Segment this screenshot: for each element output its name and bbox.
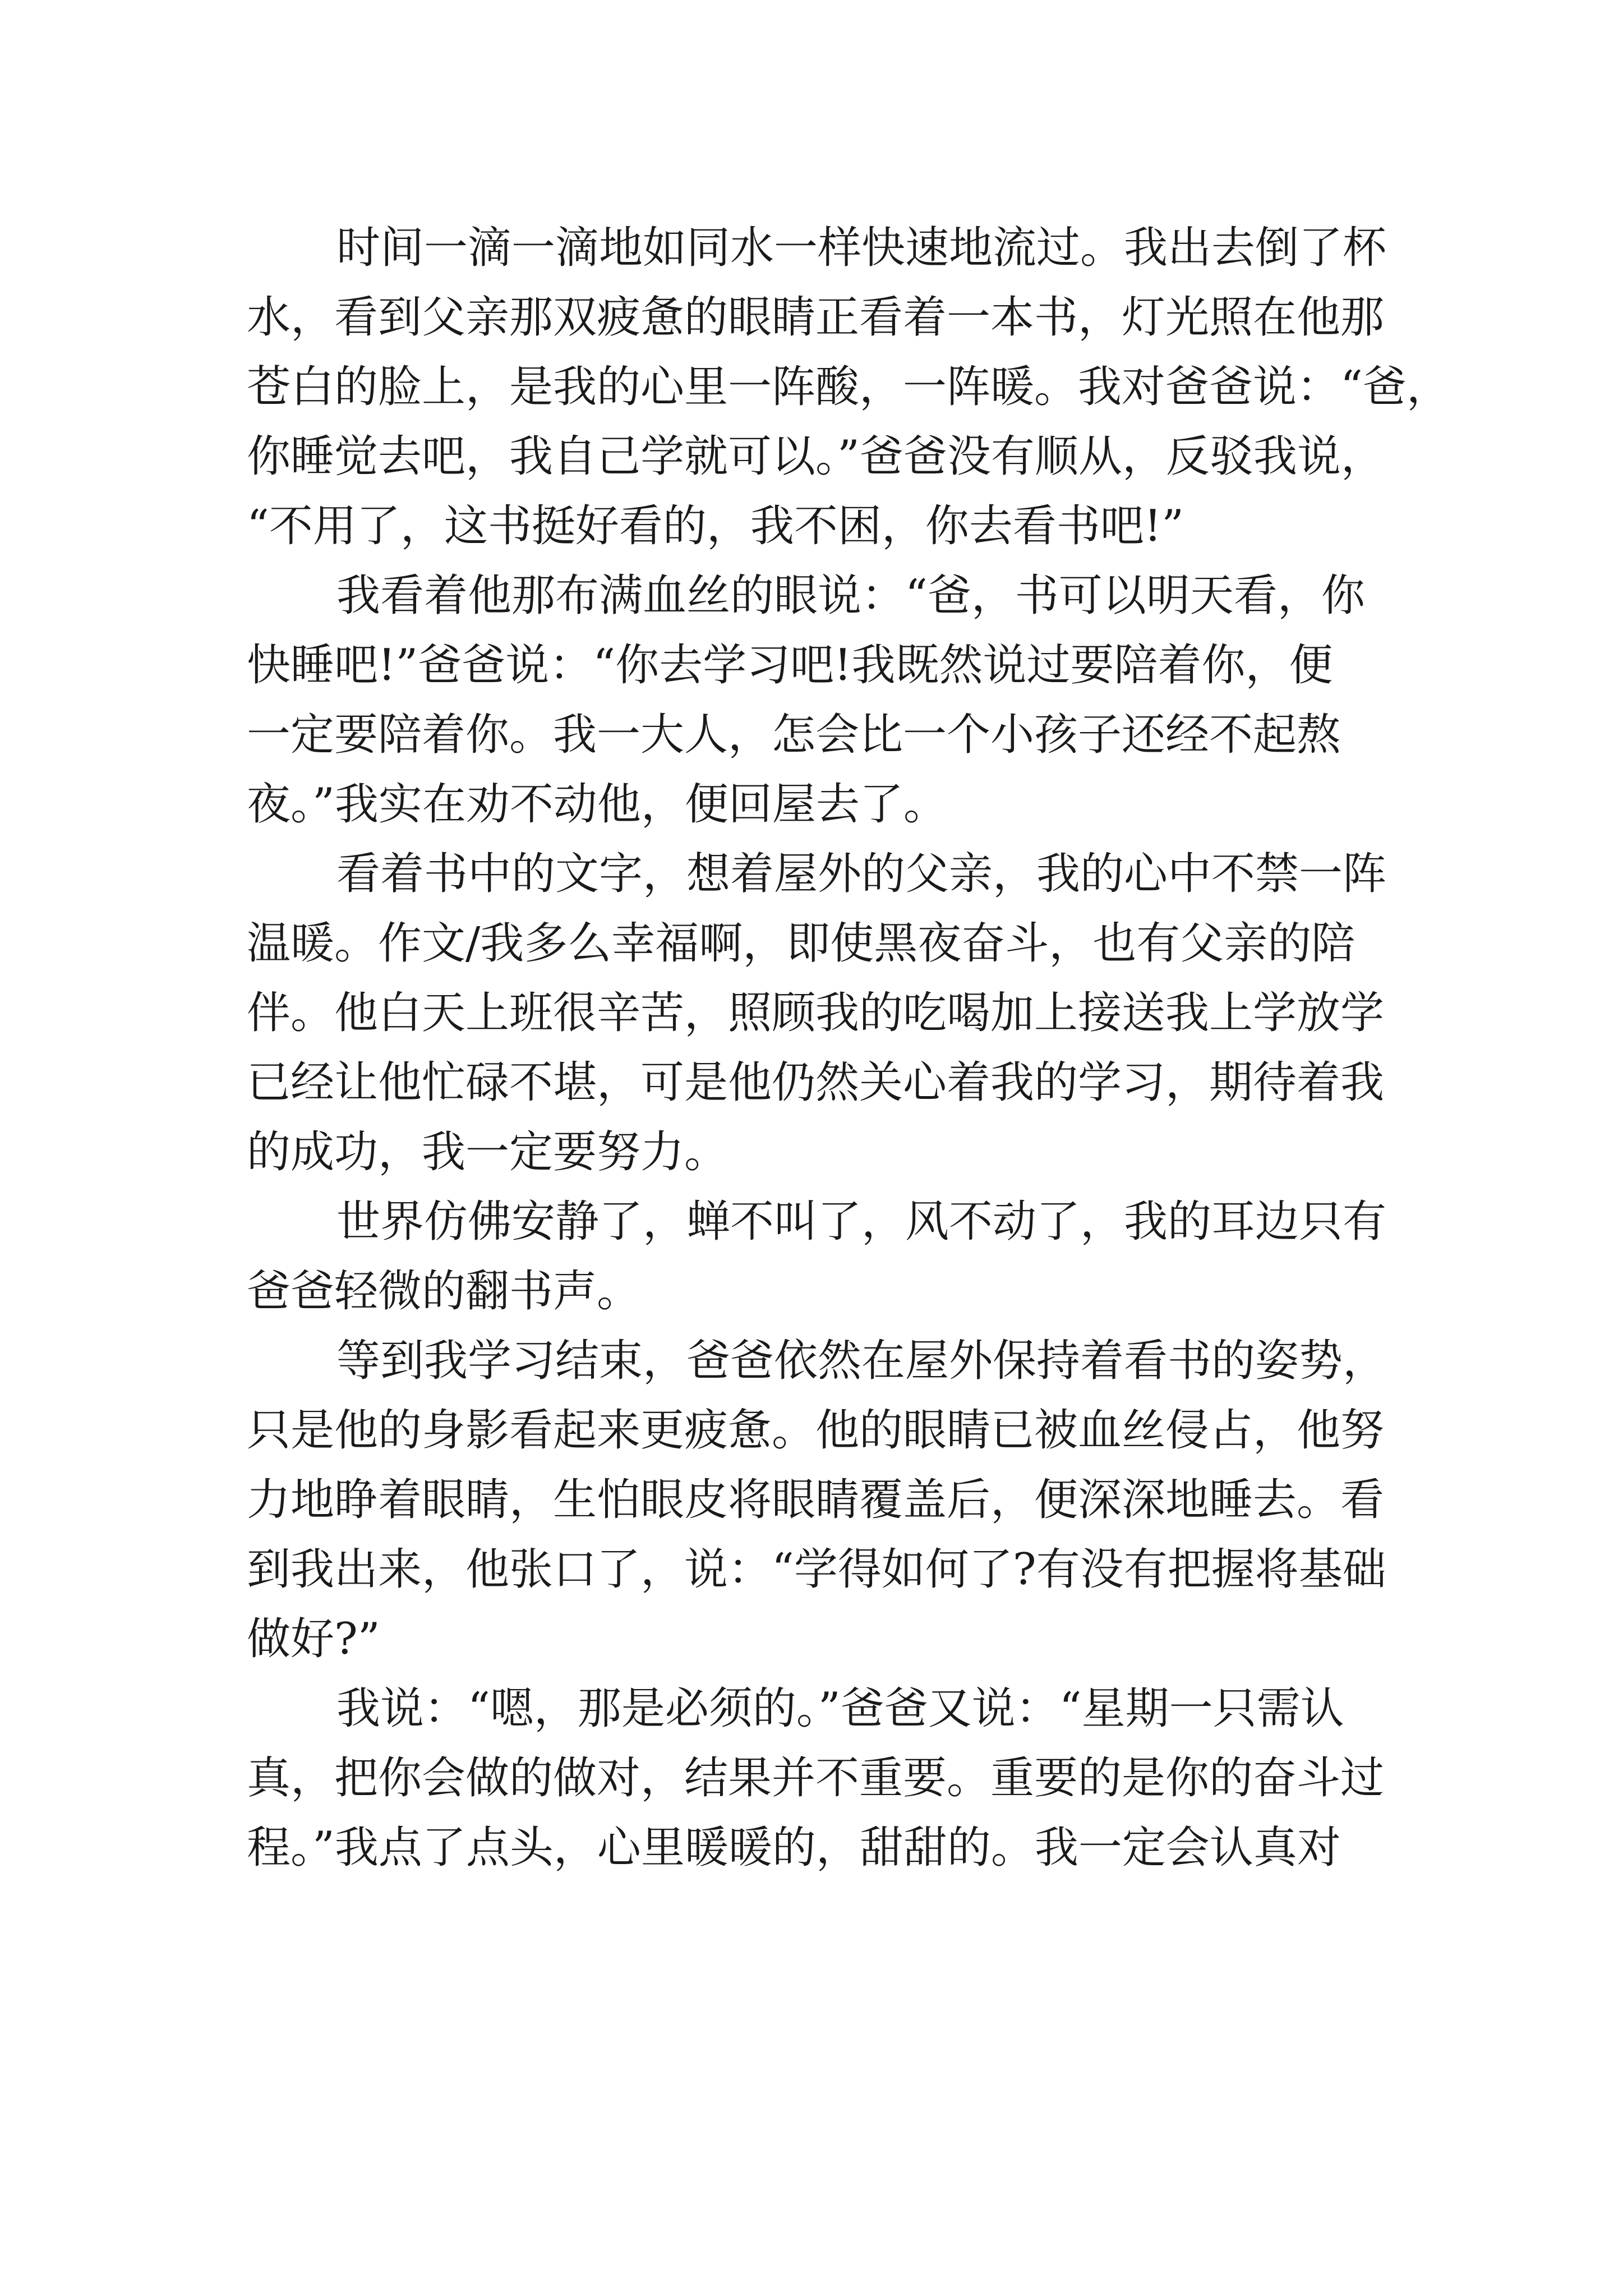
text-line: 伴。他白天上班很辛苦，照顾我的吃喝加上接送我上学放学 [247, 988, 1385, 1038]
text-line: “不用了，这书挺好看的，我不困，你去看书吧!” [247, 501, 1184, 551]
text-line: 已经让他忙碌不堪，可是他仍然关心着我的学习，期待着我 [247, 1057, 1385, 1108]
text-line: 的成功，我一定要努力。 [247, 1127, 728, 1177]
paragraph-1 [247, 213, 1450, 561]
paragraph-6 [247, 1674, 1402, 1883]
text-line: 看着书中的文字，想着屋外的父亲，我的心中不禁一阵 [336, 849, 1387, 899]
paragraph-4 [247, 1187, 1402, 1326]
text-line: 等到我学习结束，爸爸依然在屋外保持着看书的姿势， [336, 1336, 1387, 1386]
paragraph-5 [247, 1326, 1402, 1674]
text-line: 真，把你会做的做对，结果并不重要。重要的是你的奋斗过 [247, 1753, 1385, 1803]
text-line: 夜。”我实在劝不动他，便回屋去了。 [247, 779, 947, 830]
paragraph-2 [247, 561, 1402, 839]
text-line: 我看着他那布满血丝的眼说：“爸，书可以明天看，你 [336, 570, 1365, 621]
text-line: 水，看到父亲那双疲惫的眼睛正看着一本书，灯光照在他那 [247, 292, 1385, 343]
text-line: 力地睁着眼睛，生怕眼皮将眼睛覆盖后，便深深地睡去。看 [247, 1475, 1385, 1525]
text-line: 做好?” [247, 1614, 380, 1664]
text-line: 我说：“嗯，那是必须的。”爸爸又说：“星期一只需认 [336, 1683, 1344, 1734]
text-line: 一定要陪着你。我一大人，怎会比一个小孩子还经不起熬 [247, 710, 1341, 760]
text-line: 时间一滴一滴地如同水一样快速地流过。我出去倒了杯 [336, 223, 1387, 273]
text-line: 只是他的身影看起来更疲惫。他的眼睛已被血丝侵占，他努 [247, 1405, 1385, 1456]
text-line: 程。”我点了点头，心里暖暖的，甜甜的。我一定会认真对 [247, 1823, 1341, 1873]
text-line: 你睡觉去吧，我自己学就可以。”爸爸没有顺从，反驳我说， [247, 431, 1385, 482]
text-line: 温暖。作文/我多么幸福啊，即使黑夜奋斗，也有父亲的陪 [247, 918, 1355, 969]
text-line: 苍白的脸上，是我的心里一阵酸，一阵暖。我对爸爸说：“爸， [247, 362, 1450, 412]
paragraph-3 [247, 839, 1402, 1187]
text-line: 快睡吧!”爸爸说：“你去学习吧!我既然说过要陪着你，便 [247, 640, 1333, 691]
document-body [247, 213, 1450, 1883]
text-line: 到我出来，他张口了，说：“学得如何了?有没有把握将基础 [247, 1544, 1386, 1595]
text-line: 世界仿佛安静了，蝉不叫了，风不动了，我的耳边只有 [336, 1197, 1387, 1247]
text-line: 爸爸轻微的翻书声。 [247, 1266, 641, 1317]
